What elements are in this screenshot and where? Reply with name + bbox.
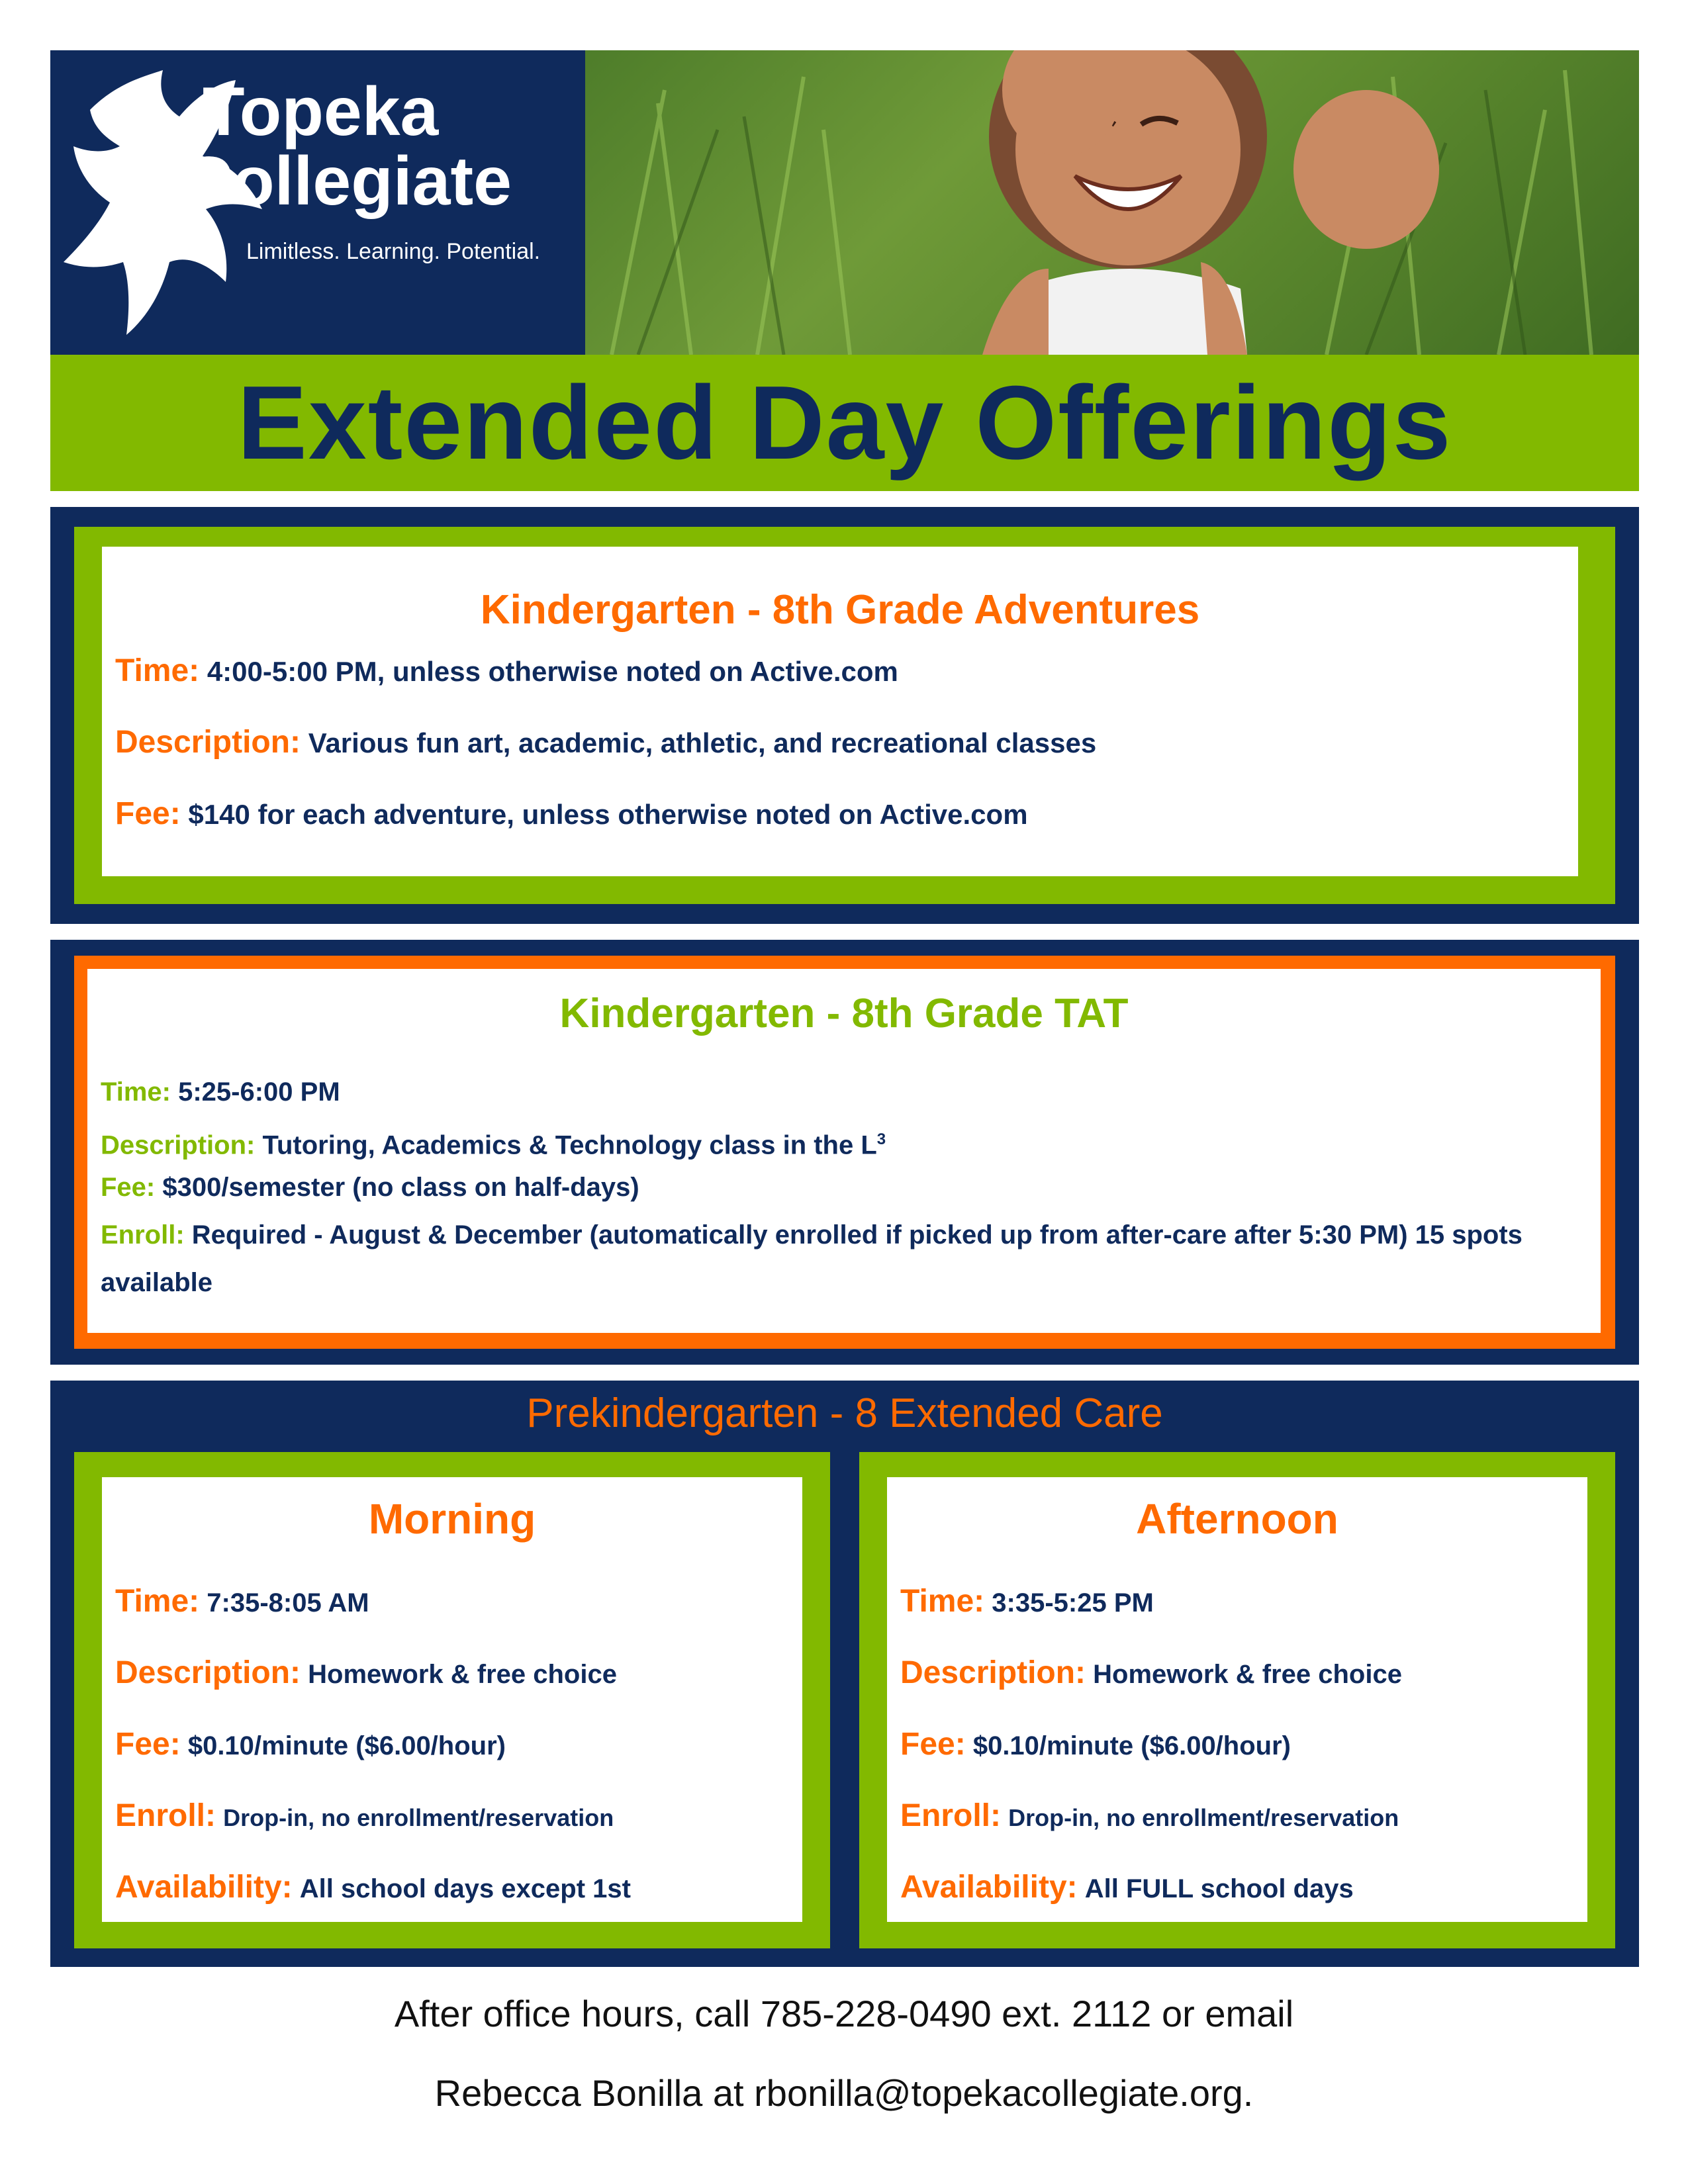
description-label: Description:: [101, 1130, 256, 1160]
enroll-value: Required - August & December (automatically enrolled if picked up from after-care after 5:30 PM) 15 spots available: [101, 1220, 1523, 1297]
description-superscript: 3: [876, 1130, 886, 1148]
brand-name-line1: Topeka: [203, 73, 439, 150]
fee-value: $140 for each adventure, unless otherwise noted on Active.com: [188, 799, 1028, 830]
fee-label: Fee:: [101, 1173, 156, 1202]
brand-name-line2: Collegiate: [183, 143, 512, 220]
description-label: Description:: [115, 725, 301, 760]
availability-label: Availability:: [900, 1870, 1078, 1905]
enroll-value: Drop-in, no enrollment/reservation: [1008, 1804, 1399, 1831]
adventures-fee-row: [115, 796, 1028, 832]
afternoon-enroll-row: [900, 1797, 1399, 1834]
header-logo-panel: [50, 50, 585, 355]
availability-label: Availability:: [115, 1870, 293, 1905]
morning-enroll-row: [115, 1797, 614, 1834]
tat-title: Kindergarten - 8th Grade TAT: [559, 991, 1129, 1036]
afternoon-time-row: [900, 1583, 1154, 1619]
afternoon-availability-row: [900, 1869, 1354, 1905]
enroll-label: Enroll:: [900, 1798, 1001, 1833]
description-value: Homework & free choice: [1093, 1660, 1402, 1689]
brand-tagline: Limitless. Learning. Potential.: [246, 239, 541, 264]
title-band: [50, 355, 1639, 491]
enroll-label: Enroll:: [115, 1798, 216, 1833]
fee-label: Fee:: [115, 796, 181, 831]
adventures-card: [102, 547, 1578, 876]
extended-care-section: [50, 1381, 1639, 1967]
fee-value: $0.10/minute ($6.00/hour): [972, 1731, 1291, 1760]
morning-green-frame: [74, 1452, 830, 1948]
morning-time-row: [115, 1583, 369, 1619]
fee-value: $0.10/minute ($6.00/hour): [187, 1731, 506, 1760]
tat-enroll-row: [101, 1211, 1583, 1306]
fee-label: Fee:: [900, 1727, 966, 1762]
adventures-title: Kindergarten - 8th Grade Adventures: [480, 587, 1200, 633]
time-label: Time:: [115, 1584, 200, 1619]
page-title: Extended Day Offerings: [237, 365, 1452, 481]
tat-card: [87, 969, 1601, 1333]
description-value: Various fun art, academic, athletic, and recreational classes: [308, 727, 1097, 758]
adventures-green-frame: [74, 527, 1615, 904]
enroll-label: Enroll:: [101, 1220, 185, 1250]
time-value: 5:25-6:00 PM: [178, 1077, 340, 1107]
photo-illustration: [585, 50, 1639, 355]
time-label: Time:: [115, 653, 200, 688]
adventures-section: [50, 507, 1639, 924]
morning-description-row: [115, 1655, 617, 1691]
time-value: 7:35-8:05 AM: [207, 1588, 369, 1617]
child-in-grass-photo: [585, 50, 1639, 355]
availability-value: All FULL school days: [1084, 1874, 1354, 1903]
afternoon-description-row: [900, 1655, 1402, 1691]
adventures-description-row: [115, 724, 1096, 760]
extended-care-title: Prekindergarten - 8 Extended Care: [526, 1390, 1163, 1436]
morning-fee-row: [115, 1726, 506, 1762]
morning-availability-row: [115, 1869, 631, 1905]
enroll-value: Drop-in, no enrollment/reservation: [223, 1804, 614, 1831]
tat-fee-row: [101, 1163, 639, 1211]
description-value: Tutoring, Academics & Technology class in the L: [262, 1130, 877, 1160]
footer-contact-line2: Rebecca Bonilla at rbonilla@topekacollegiate.org.: [434, 2072, 1254, 2114]
description-label: Description:: [900, 1655, 1086, 1690]
time-value: 4:00-5:00 PM, unless otherwise noted on Active.com: [207, 656, 898, 687]
morning-title: Morning: [368, 1495, 536, 1543]
tat-description-row: [101, 1116, 886, 1169]
adventures-time-row: [115, 653, 898, 689]
afternoon-fee-row: [900, 1726, 1291, 1762]
afternoon-green-frame: [859, 1452, 1615, 1948]
description-value: Homework & free choice: [308, 1660, 617, 1689]
footer-contact-line1: After office hours, call 785-228-0490 ext. 2112 or email: [394, 1993, 1294, 2034]
availability-value: All school days except 1st: [299, 1874, 631, 1903]
tat-section: [50, 940, 1639, 1365]
fee-value: $300/semester (no class on half-days): [162, 1173, 639, 1202]
fee-label: Fee:: [115, 1727, 181, 1762]
time-label: Time:: [900, 1584, 985, 1619]
afternoon-card: [887, 1477, 1587, 1922]
afternoon-title: Afternoon: [1136, 1495, 1338, 1543]
description-label: Description:: [115, 1655, 301, 1690]
time-label: Time:: [101, 1077, 171, 1107]
tat-time-row: [101, 1068, 340, 1116]
tat-orange-frame: [74, 956, 1615, 1349]
time-value: 3:35-5:25 PM: [992, 1588, 1154, 1617]
morning-card: [102, 1477, 802, 1922]
